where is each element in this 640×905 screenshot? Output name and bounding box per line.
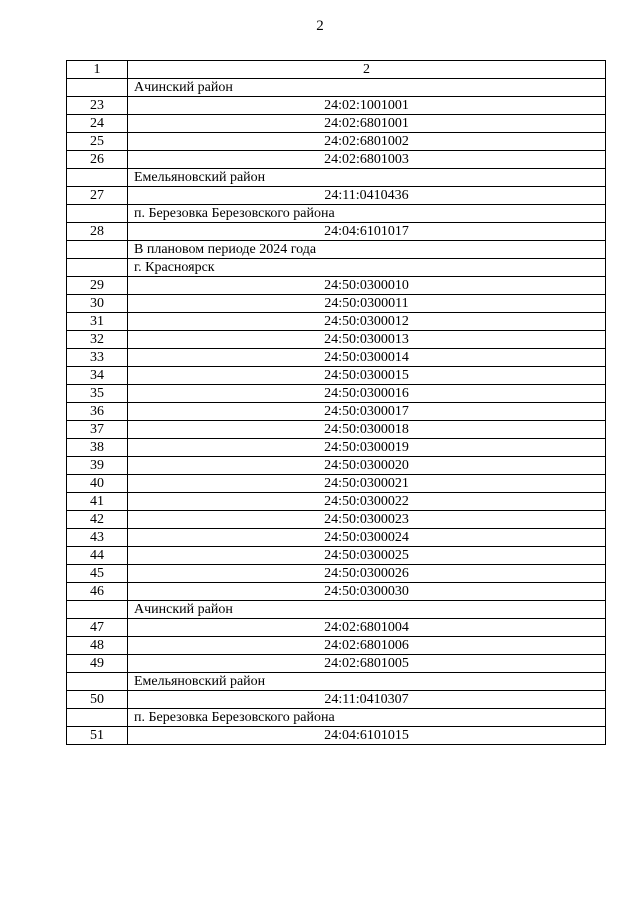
row-number-cell: 43 — [67, 529, 128, 547]
cadastral-number-cell: 24:02:1001001 — [128, 97, 606, 115]
cadastral-number-cell: 24:50:0300022 — [128, 493, 606, 511]
cadastral-number-cell: 24:50:0300021 — [128, 475, 606, 493]
table-row — [67, 277, 606, 295]
table-row — [67, 547, 606, 565]
row-number-cell: 30 — [67, 295, 128, 313]
cadastral-number-cell: 24:50:0300016 — [128, 385, 606, 403]
section-row — [67, 709, 606, 727]
section-title-cell: В плановом периоде 2024 года — [128, 241, 606, 259]
header-column-number: 1 — [67, 61, 128, 79]
row-number-cell: 36 — [67, 403, 128, 421]
row-number-cell — [67, 709, 128, 727]
section-title-cell: г. Красноярск — [128, 259, 606, 277]
page-number: 2 — [316, 18, 324, 34]
table-row — [67, 691, 606, 709]
cadastral-number-cell: 24:11:0410307 — [128, 691, 606, 709]
table-row — [67, 511, 606, 529]
row-number-cell: 44 — [67, 547, 128, 565]
section-title-cell: Ачинский район — [128, 601, 606, 619]
table-row — [67, 403, 606, 421]
section-title-cell: Емельяновский район — [128, 673, 606, 691]
section-row — [67, 169, 606, 187]
row-number-cell — [67, 205, 128, 223]
cadastral-number-cell: 24:50:0300030 — [128, 583, 606, 601]
table-row — [67, 331, 606, 349]
table-row — [67, 97, 606, 115]
table-row — [67, 727, 606, 745]
row-number-cell: 34 — [67, 367, 128, 385]
row-number-cell: 24 — [67, 115, 128, 133]
cadastral-number-cell: 24:50:0300017 — [128, 403, 606, 421]
cadastral-number-cell: 24:50:0300010 — [128, 277, 606, 295]
row-number-cell: 23 — [67, 97, 128, 115]
table-row — [67, 583, 606, 601]
table-row — [67, 475, 606, 493]
row-number-cell: 50 — [67, 691, 128, 709]
section-title-cell: Ачинский район — [128, 79, 606, 97]
section-row — [67, 601, 606, 619]
table-row — [67, 565, 606, 583]
table-row — [67, 457, 606, 475]
cadastral-number-cell: 24:50:0300013 — [128, 331, 606, 349]
cadastral-number-cell: 24:50:0300019 — [128, 439, 606, 457]
table-row — [67, 295, 606, 313]
row-number-cell: 38 — [67, 439, 128, 457]
row-number-cell — [67, 241, 128, 259]
cadastral-number-cell: 24:50:0300024 — [128, 529, 606, 547]
section-row — [67, 79, 606, 97]
table-row — [67, 133, 606, 151]
table-row — [67, 349, 606, 367]
cadastral-number-cell: 24:50:0300020 — [128, 457, 606, 475]
cadastral-number-cell: 24:02:6801003 — [128, 151, 606, 169]
cadastral-number-cell: 24:11:0410436 — [128, 187, 606, 205]
table-row — [67, 313, 606, 331]
table-row — [67, 493, 606, 511]
row-number-cell — [67, 601, 128, 619]
row-number-cell — [67, 673, 128, 691]
cadastral-number-cell: 24:02:6801002 — [128, 133, 606, 151]
section-title-cell: Емельяновский район — [128, 169, 606, 187]
cadastral-number-cell: 24:50:0300018 — [128, 421, 606, 439]
row-number-cell: 31 — [67, 313, 128, 331]
section-row — [67, 241, 606, 259]
section-title-cell: п. Березовка Березовского района — [128, 205, 606, 223]
table-row — [67, 655, 606, 673]
section-title-cell: п. Березовка Березовского района — [128, 709, 606, 727]
row-number-cell: 35 — [67, 385, 128, 403]
cadastral-number-cell: 24:02:6801005 — [128, 655, 606, 673]
row-number-cell: 45 — [67, 565, 128, 583]
section-row — [67, 259, 606, 277]
table-row — [67, 385, 606, 403]
cadastral-number-cell: 24:50:0300012 — [128, 313, 606, 331]
row-number-cell: 27 — [67, 187, 128, 205]
cadastral-number-cell: 24:02:6801001 — [128, 115, 606, 133]
cadastral-number-cell: 24:04:6101017 — [128, 223, 606, 241]
table-row — [67, 439, 606, 457]
table-row — [67, 367, 606, 385]
table-row — [67, 115, 606, 133]
table-row — [67, 637, 606, 655]
table-row — [67, 187, 606, 205]
row-number-cell: 28 — [67, 223, 128, 241]
header-column-code: 2 — [128, 61, 606, 79]
table-row — [67, 151, 606, 169]
cadastral-number-cell: 24:50:0300014 — [128, 349, 606, 367]
row-number-cell: 32 — [67, 331, 128, 349]
row-number-cell: 25 — [67, 133, 128, 151]
row-number-cell — [67, 259, 128, 277]
table-row — [67, 619, 606, 637]
table-row — [67, 529, 606, 547]
row-number-cell: 48 — [67, 637, 128, 655]
row-number-cell: 51 — [67, 727, 128, 745]
row-number-cell: 47 — [67, 619, 128, 637]
section-row — [67, 205, 606, 223]
row-number-cell: 39 — [67, 457, 128, 475]
row-number-cell — [67, 79, 128, 97]
cadastral-number-cell: 24:50:0300023 — [128, 511, 606, 529]
row-number-cell — [67, 169, 128, 187]
cadastral-number-cell: 24:50:0300015 — [128, 367, 606, 385]
cadastral-number-cell: 24:50:0300026 — [128, 565, 606, 583]
section-row — [67, 673, 606, 691]
row-number-cell: 42 — [67, 511, 128, 529]
row-number-cell: 33 — [67, 349, 128, 367]
table-header-row — [67, 61, 606, 79]
row-number-cell: 41 — [67, 493, 128, 511]
row-number-cell: 46 — [67, 583, 128, 601]
row-number-cell: 49 — [67, 655, 128, 673]
row-number-cell: 40 — [67, 475, 128, 493]
cadastral-number-cell: 24:02:6801004 — [128, 619, 606, 637]
row-number-cell: 29 — [67, 277, 128, 295]
cadastral-number-cell: 24:50:0300011 — [128, 295, 606, 313]
table-row — [67, 421, 606, 439]
table-row — [67, 223, 606, 241]
row-number-cell: 26 — [67, 151, 128, 169]
cadastral-number-cell: 24:02:6801006 — [128, 637, 606, 655]
cadastral-number-cell: 24:50:0300025 — [128, 547, 606, 565]
cadastral-quarters-table — [66, 60, 606, 745]
row-number-cell: 37 — [67, 421, 128, 439]
cadastral-number-cell: 24:04:6101015 — [128, 727, 606, 745]
